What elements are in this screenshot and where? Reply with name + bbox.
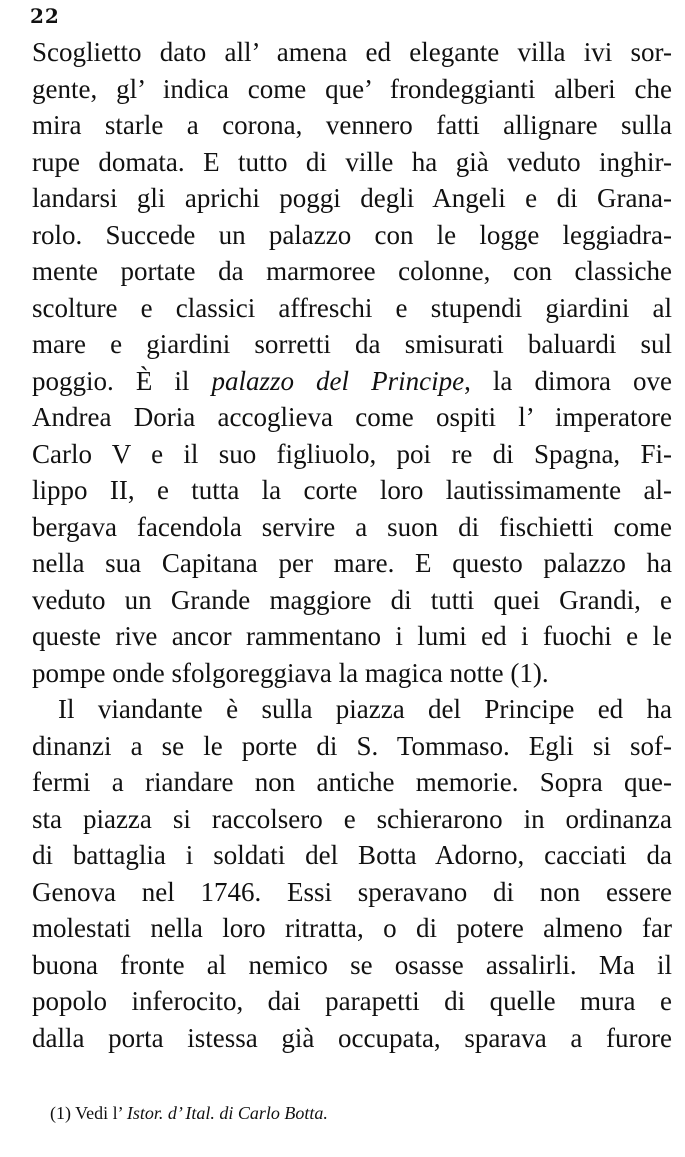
text-line: veduto un Grande maggiore di tutti quei Grandi, e [32, 584, 672, 615]
text-line: Carlo V e il suo figliuolo, poi re di Spagna, Fi- [32, 438, 672, 469]
paragraph-start-line: Il viandante è sulla piazza del Principe ed ha [58, 694, 672, 724]
footnote-marker: (1) Vedi l’ [50, 1103, 127, 1123]
text-line: bergava facendola servire a suon di fischietti come [32, 511, 672, 542]
text-line: dinanzi a se le porte di S. Tommaso. Egli si sof- [32, 730, 672, 761]
text-line: queste rive ancor rammentano i lumi ed i fuochi e le [32, 621, 672, 651]
text-line: nella sua Capitana per mare. E questo palazzo ha [32, 548, 672, 578]
text-line: Scoglietto dato all’ amena ed elegante villa ivi sor- [32, 37, 672, 67]
text-line: gente, gl’ indica come que’ frondeggianti alberi che [32, 73, 672, 104]
text-line: buona fronte al nemico se osasse assalirli. Ma il [32, 949, 672, 980]
page-number: 22 [30, 4, 60, 28]
footnote-citation: Istor. d’ Ital. di Carlo Botta. [126, 1103, 328, 1123]
footnote [50, 1103, 328, 1124]
text-line: mira starle a corona, vennero fatti allignare sulla [32, 110, 672, 140]
paragraph-end-line: pompe onde sfolgoreggiava la magica notte (1). [32, 657, 549, 688]
text-line: molestati nella loro ritratta, o di potere almeno far [32, 913, 672, 943]
text-line: rolo. Succede un palazzo con le logge leggiadra- [32, 219, 672, 250]
body-text [32, 34, 672, 1056]
text-segment: poggio. È il [32, 365, 212, 396]
text-line: popolo inferocito, dai parapetti di quelle mura e [32, 986, 672, 1016]
text-line: di battaglia i soldati del Botta Adorno, cacciati da [32, 840, 672, 870]
text-line: scolture e classici affreschi e stupendi giardini al [32, 292, 672, 323]
text-line: mente portate da marmoree colonne, con classiche [32, 256, 672, 286]
text-line: rupe domata. E tutto di ville ha già veduto inghir- [32, 146, 672, 177]
text-line: dalla porta istessa già occupata, sparava a furore [32, 1022, 672, 1053]
italic-title: palazzo del Principe [211, 365, 465, 396]
text-line: landarsi gli aprichi poggi degli Angeli e di Grana- [32, 183, 672, 213]
text-line-with-italic [32, 363, 672, 400]
text-line: Genova nel 1746. Essi speravano di non essere [32, 876, 672, 907]
text-line: sta piazza si raccolsero e schierarono in ordinanza [32, 803, 672, 834]
text-line: fermi a riandare non antiche memorie. Sopra que- [32, 767, 672, 797]
text-line: lippo II, e tutta la corte loro lautissimamente al- [32, 475, 672, 505]
text-line: Andrea Doria accoglieva come ospiti l’ imperatore [32, 402, 672, 432]
text-segment: , la dimora ove [464, 365, 673, 396]
text-line: mare e giardini sorretti da smisurati baluardi sul [32, 329, 672, 359]
